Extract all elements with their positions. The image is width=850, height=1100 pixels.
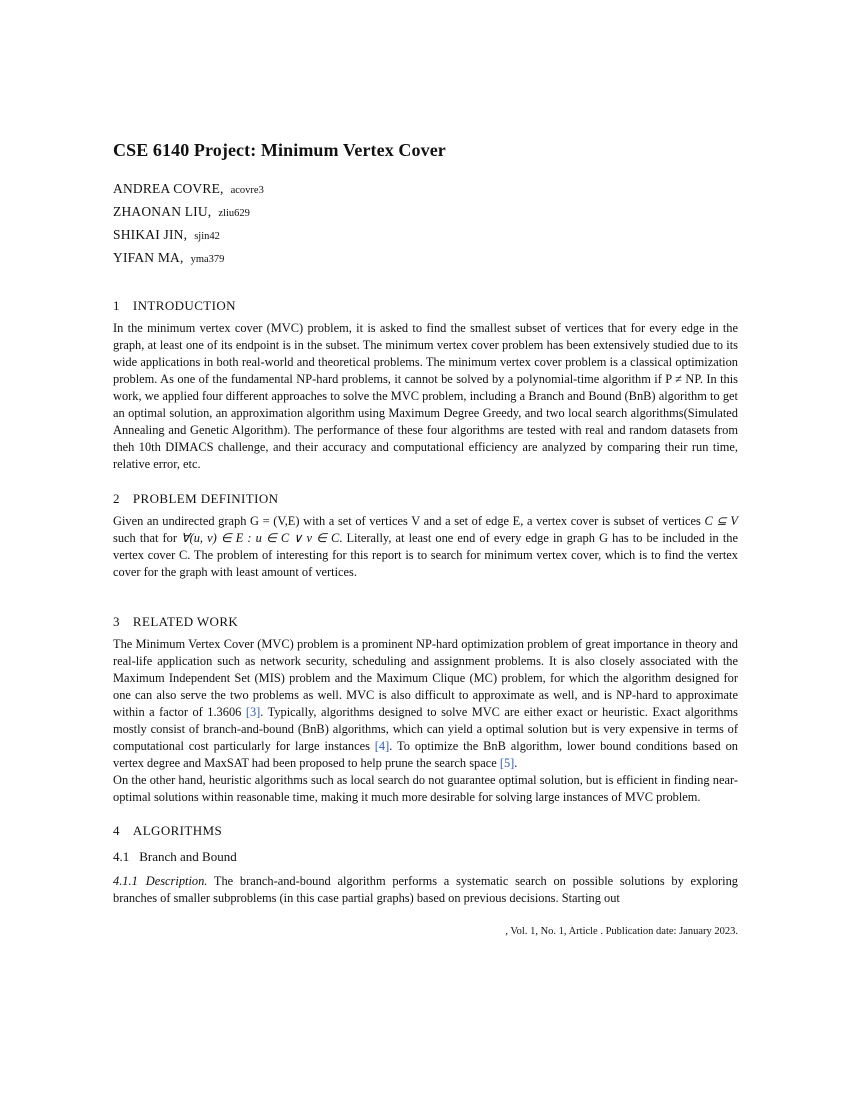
author-line <box>113 178 738 201</box>
text-segment: . Literally, at least one end of every edge in graph G has to be included in the vertex cover C. The problem of interesting for this report is to search for minimum vertex cover, which is to find the vertex cover for the graph with least amount of vertices. <box>113 531 738 579</box>
subsubsection-number: 4.1.1 <box>113 874 138 888</box>
section-title: INTRODUCTION <box>132 298 236 313</box>
section-title: RELATED WORK <box>132 614 239 629</box>
section-heading-introduction <box>113 298 738 314</box>
citation-link-4[interactable]: [4] <box>374 739 390 753</box>
section-number: 1 <box>113 298 120 313</box>
text-segment: . To optimize the BnB algorithm, lower bound conditions based on vertex degree and MaxSAT had been proposed to help prune the search space <box>113 739 738 770</box>
section-title: PROBLEM DEFINITION <box>132 491 279 506</box>
subsubsection-title: Description. <box>145 874 208 888</box>
paragraph-related-work-1 <box>113 636 738 772</box>
section-title: ALGORITHMS <box>132 823 223 838</box>
text-segment: The branch-and-bound algorithm performs a systematic search on possible solutions by exploring branches of smaller subproblems (in this case partial graphs) based on previous decisions. Starting out <box>113 874 738 905</box>
paragraph-related-work-2: On the other hand, heuristic algorithms such as local search do not guarantee optimal solution, but is efficient in finding near-optimal solutions within reasonable time, making it much more desirable for solving large instances of MVC problem. <box>113 773 738 804</box>
section-algorithms <box>113 823 738 907</box>
author-name: SHIKAI JIN, <box>113 227 188 242</box>
text-segment: . <box>514 756 518 770</box>
author-id: zliu629 <box>218 208 250 219</box>
subsection-heading-branch-and-bound <box>113 849 738 865</box>
text-segment: Given an undirected graph G = (V,E) with a set of vertices V and a set of edge E, a vertex cover is subset of vertices <box>113 514 705 528</box>
paragraph-introduction: In the minimum vertex cover (MVC) problem, it is asked to find the smallest subset of vertices that for every edge in the graph, at least one of its endpoint is in the subset. The minimum vertex cover problem has been extensively studied due to its wide applications in both real-world and theoretical problems. The minimum vertex cover problem is a classical optimization problem. As one of the fundamental NP-hard problems, it cannot be solved by a polynomial-time algorithm if P ≠ NP. In this work, we applied four different approaches to solve the MVC problem, including a Branch and Bound (BnB) algorithm to get an optimal solution, an approximation algorithm using Maximum Degree Greedy, and two local search algorithms(Simulated Annealing and Genetic Algorithm). The performance of these four algorithms are tested with real and random datasets from theh 10th DIMACS challenge, and their accuracy and computational efficiency are analyzed by comparing their run time, relative error, etc. <box>113 321 738 471</box>
citation-link-3[interactable]: [3] <box>245 705 261 719</box>
text-segment: such that for <box>113 531 182 545</box>
section-introduction <box>113 298 738 473</box>
author-id: acovre3 <box>230 185 264 196</box>
section-number: 2 <box>113 491 120 506</box>
author-id: yma379 <box>190 254 225 265</box>
paper-content <box>113 140 738 907</box>
subsection-number: 4.1 <box>113 849 130 864</box>
author-id: sjin42 <box>194 231 220 242</box>
author-name: ANDREA COVRE, <box>113 181 224 196</box>
paragraph-bnb-description <box>113 873 738 907</box>
section-problem-definition <box>113 491 738 581</box>
author-name: ZHAONAN LIU, <box>113 204 212 219</box>
author-name: YIFAN MA, <box>113 250 184 265</box>
section-heading-problem-definition <box>113 491 738 507</box>
section-heading-algorithms <box>113 823 738 839</box>
text-segment: . Typically, algorithms designed to solve MVC are either exact or heuristic. Exact algorithms mostly consist of branch-and-bound (BnB) algorithms, which can yield a optimal solution but is very expensive in terms of computational cost particularly for large instances <box>113 705 738 753</box>
math-inline: ∀(u, v) ∈ E : u ∈ C ∨ v ∈ C <box>181 531 340 545</box>
citation-link-5[interactable]: [5] <box>499 756 515 770</box>
section-heading-related-work <box>113 614 738 630</box>
author-block <box>113 178 738 270</box>
math-inline: C ⊆ V <box>704 514 738 528</box>
paragraph-problem-definition <box>113 513 738 581</box>
subsection-title: Branch and Bound <box>139 849 237 864</box>
section-related-work <box>113 614 738 806</box>
author-line <box>113 224 738 247</box>
section-number: 4 <box>113 823 120 838</box>
author-line <box>113 247 738 270</box>
section-number: 3 <box>113 614 120 629</box>
author-line <box>113 201 738 224</box>
text-segment: The Minimum Vertex Cover (MVC) problem is a prominent NP-hard optimization problem of great importance in theory and real-life application such as network security, scheduling and assignment problems. It is also closely associated with the Maximum Independent Set (MIS) problem and the Maximum Clique (MC) problem, for which the algorithm designed for one can also serve the two problems as well. MVC is also difficult to approximate as well, and is NP-hard to approximate within a factor of 1.3606 <box>113 637 738 719</box>
paper-title: CSE 6140 Project: Minimum Vertex Cover <box>113 140 446 160</box>
page-footer: , Vol. 1, No. 1, Article . Publication date: January 2023. <box>505 926 738 937</box>
